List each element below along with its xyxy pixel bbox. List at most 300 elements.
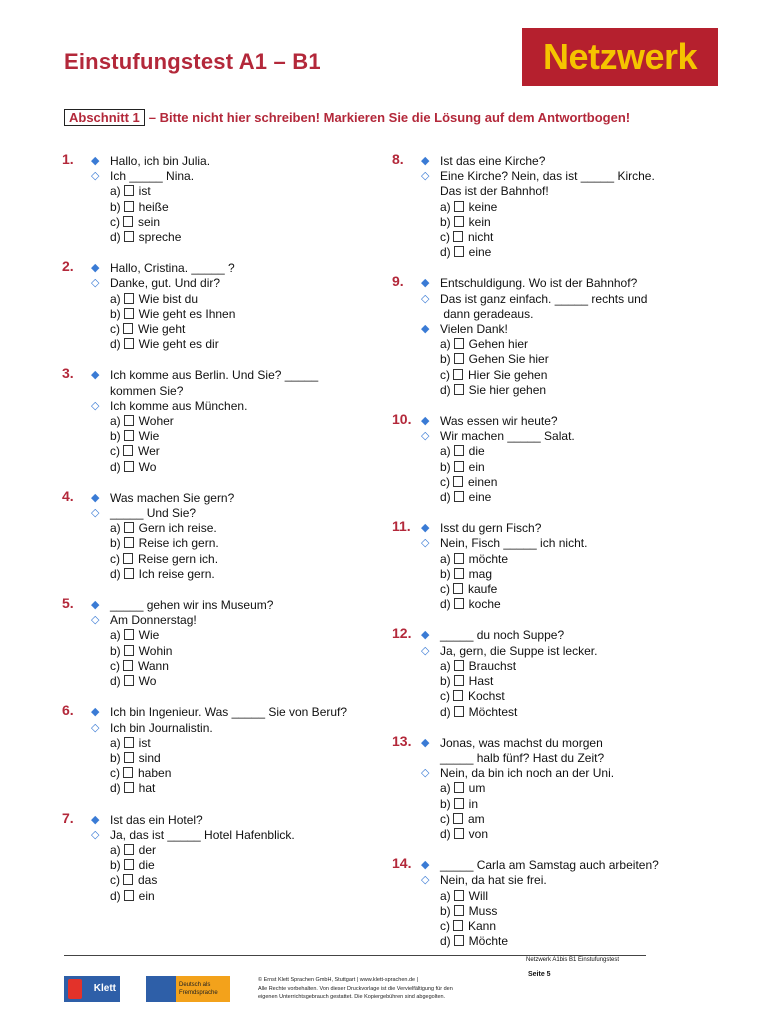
dialogue-text: Was machen Sie gern?: [110, 490, 235, 505]
dialogue-line: [421, 154, 659, 169]
dialogue-line: [421, 873, 659, 888]
question-item: [388, 855, 659, 949]
question-number: 8.: [392, 151, 404, 167]
checkbox-icon: [123, 445, 133, 456]
filled-diamond-icon: ◆: [421, 736, 430, 749]
option-text: Wohin: [138, 643, 173, 658]
option-text: Reise ich gern.: [138, 536, 219, 551]
option-text: sind: [138, 750, 161, 765]
answer-option: [440, 827, 659, 842]
dialogue-text: Ich _____ Nina.: [110, 169, 195, 184]
filled-diamond-icon: ◆: [91, 155, 100, 167]
dialogue-line: [91, 276, 347, 291]
checkbox-icon: [124, 185, 134, 196]
option-text: nicht: [468, 230, 494, 245]
outline-diamond-icon: ◇: [421, 767, 430, 780]
answer-option: [440, 889, 659, 904]
question-item: [58, 595, 347, 689]
answer-option: [440, 797, 659, 812]
option-letter: c): [110, 658, 120, 673]
question-number: 13.: [392, 732, 412, 749]
answer-option: [440, 337, 659, 352]
answer-option: [110, 230, 347, 245]
answer-option: [440, 460, 659, 475]
option-letter: b): [110, 199, 121, 214]
question-item: [388, 411, 659, 505]
checkbox-icon: [123, 767, 133, 778]
filled-diamond-icon: ◆: [91, 491, 100, 504]
question-column-right: [388, 151, 659, 965]
option-letter: b): [440, 796, 451, 811]
dialogue-line: [110, 384, 347, 399]
question-item: [58, 487, 347, 582]
option-text: Wo: [138, 674, 157, 689]
question-number: 7.: [62, 809, 74, 826]
option-text: Wie: [138, 429, 160, 444]
filled-diamond-icon: ◆: [91, 262, 100, 275]
option-text: ist: [138, 184, 151, 199]
checkbox-icon: [124, 859, 134, 870]
dialogue-text: Jonas, was machst du morgen: [440, 735, 603, 750]
checkbox-icon: [454, 461, 464, 472]
checkbox-icon: [123, 660, 133, 671]
answer-option: [440, 919, 659, 934]
answer-option: [110, 307, 347, 322]
answer-option: [440, 812, 659, 827]
option-text: Ich reise gern.: [138, 566, 215, 581]
answer-option: [110, 184, 347, 199]
outline-diamond-icon: ◇: [91, 399, 100, 412]
dialogue-line: [421, 766, 659, 781]
answer-option: [440, 444, 659, 459]
question-number: 1.: [62, 151, 74, 167]
answer-option: [110, 536, 347, 551]
klett-mark-icon: [68, 979, 82, 999]
answer-option: [440, 230, 659, 245]
option-text: kaufe: [468, 582, 498, 597]
dialogue-text: Nein, Fisch _____ ich nicht.: [440, 536, 588, 551]
option-text: von: [468, 826, 489, 841]
option-text: Will: [468, 888, 488, 903]
filled-diamond-icon: ◆: [421, 155, 430, 167]
checkbox-icon: [124, 430, 134, 441]
netzwerk-logo: Netzwerk: [522, 28, 718, 86]
outline-diamond-icon: ◇: [91, 828, 100, 841]
answer-option: [110, 873, 347, 888]
option-text: Brauchst: [468, 658, 517, 673]
dialogue-line: [91, 720, 347, 736]
option-letter: b): [110, 858, 121, 873]
option-letter: a): [440, 888, 451, 903]
dialogue-text: Ist das ein Hotel?: [110, 812, 203, 827]
dialogue-text: Ich bin Journalistin.: [110, 720, 213, 735]
option-letter: c): [110, 551, 120, 566]
option-letter: b): [440, 214, 451, 229]
dialogue-text: Was essen wir heute?: [440, 414, 558, 429]
outline-diamond-icon: ◇: [421, 644, 430, 657]
dialogue-line: [91, 598, 347, 613]
question-number: 4.: [62, 487, 74, 504]
question-number: 3.: [62, 365, 74, 382]
dialogue-text: _____ halb fünf? Hast du Zeit?: [440, 750, 605, 765]
checkbox-icon: [124, 568, 134, 579]
option-text: einen: [468, 474, 498, 489]
dialogue-line: [91, 506, 347, 521]
page-title: Einstufungstest A1 – B1: [64, 49, 321, 74]
answer-option: [110, 644, 347, 659]
answer-option: [110, 889, 347, 904]
option-text: ist: [138, 735, 151, 750]
option-letter: b): [110, 429, 121, 444]
outline-diamond-icon: ◇: [421, 874, 430, 887]
filled-diamond-icon: ◆: [421, 522, 430, 535]
option-text: Möchte: [468, 934, 509, 949]
dialogue-line: [421, 521, 659, 536]
option-text: die: [468, 444, 485, 459]
checkbox-icon: [454, 890, 464, 901]
checkbox-icon: [453, 690, 463, 701]
answer-option: [110, 414, 347, 429]
answer-option: [110, 200, 347, 215]
dialogue-text: Vielen Dank!: [440, 322, 508, 337]
copyright-notice: [258, 976, 538, 1002]
dialogue-text: Am Donnerstag!: [110, 613, 197, 628]
option-letter: a): [110, 184, 121, 199]
dialogue-text: Entschuldigung. Wo ist der Bahnhof?: [440, 276, 638, 291]
answer-option: [110, 567, 347, 582]
answer-option: [440, 490, 659, 505]
dialogue-text: Hallo, Cristina. _____ ?: [110, 261, 235, 276]
option-letter: c): [440, 689, 450, 704]
checkbox-icon: [124, 338, 134, 349]
answer-option: [440, 352, 659, 367]
outline-diamond-icon: ◇: [91, 614, 100, 627]
option-text: hat: [138, 781, 156, 796]
answer-option: [440, 582, 659, 597]
checkbox-icon: [124, 231, 134, 242]
option-text: Kochst: [468, 689, 505, 704]
option-letter: d): [110, 566, 121, 581]
footer-series: Netzwerk A1bis B1 Einstufungstest: [526, 957, 620, 963]
dialogue-line: [440, 307, 659, 322]
dialogue-line: [91, 613, 347, 628]
answer-option: [110, 858, 347, 873]
filled-diamond-icon: ◆: [91, 813, 100, 826]
outline-diamond-icon: ◇: [91, 507, 100, 520]
answer-option: [440, 200, 659, 215]
dialogue-line: [421, 643, 659, 659]
option-text: Wie geht es dir: [138, 337, 219, 352]
checkbox-icon: [454, 568, 464, 579]
checkbox-icon: [124, 293, 134, 304]
option-letter: b): [440, 352, 451, 367]
dialogue-line: [421, 858, 659, 873]
dialogue-text: Das ist ganz einfach. _____ rechts und: [440, 291, 648, 306]
checkbox-icon: [454, 338, 464, 349]
answer-option: [110, 736, 347, 751]
question-number: 12.: [392, 625, 412, 642]
option-text: kein: [468, 214, 491, 229]
checkbox-icon: [454, 798, 464, 809]
checkbox-icon: [454, 216, 464, 227]
option-text: keine: [468, 199, 498, 214]
option-letter: d): [440, 826, 451, 841]
option-text: Gehen Sie hier: [468, 352, 549, 367]
checkbox-icon: [123, 553, 133, 564]
checkbox-icon: [453, 231, 463, 242]
checkbox-icon: [124, 844, 134, 855]
answer-option: [110, 628, 347, 643]
section-text: – Bitte nicht hier schreiben! Markieren Sie die Lösung auf dem Antwortbogen!: [148, 110, 631, 125]
checkbox-icon: [124, 537, 134, 548]
dialogue-line: [91, 705, 348, 720]
answer-option: [440, 674, 659, 689]
dialogue-text: Nein, da bin ich noch an der Uni.: [440, 766, 615, 781]
checkbox-icon: [124, 737, 134, 748]
option-letter: b): [440, 459, 451, 474]
dialogue-text: Danke, gut. Und dir?: [110, 276, 221, 291]
answer-option: [110, 674, 347, 689]
question-number: 6.: [62, 702, 74, 719]
outline-diamond-icon: ◇: [421, 537, 430, 550]
option-text: Wie bist du: [138, 291, 199, 306]
option-letter: c): [110, 214, 120, 229]
dialogue-line: [421, 414, 659, 429]
option-letter: d): [110, 888, 121, 903]
question-number: 10.: [392, 411, 412, 428]
footer-divider: [64, 955, 646, 956]
answer-option: [110, 292, 347, 307]
checkbox-icon: [124, 629, 134, 640]
answer-option: [440, 597, 659, 612]
option-text: spreche: [138, 230, 182, 245]
checkbox-icon: [124, 675, 134, 686]
checkbox-icon: [123, 874, 133, 885]
option-text: möchte: [468, 551, 509, 566]
option-text: Muss: [468, 903, 498, 918]
dialogue-text: Ich komme aus Berlin. Und Sie? _____: [110, 368, 319, 383]
dialogue-line: [421, 536, 659, 551]
checkbox-icon: [124, 522, 134, 533]
outline-diamond-icon: ◇: [91, 721, 100, 734]
dialogue-text: Wir machen _____ Salat.: [440, 429, 575, 444]
checkbox-icon: [124, 201, 134, 212]
option-text: Sie hier gehen: [468, 382, 547, 397]
answer-option: [110, 843, 347, 858]
option-text: Gern ich reise.: [138, 521, 217, 536]
page-number: Seite 5: [528, 971, 551, 978]
option-text: der: [138, 842, 157, 857]
dialogue-line: [421, 628, 659, 643]
dialogue-text: Ja, das ist _____ Hotel Hafenblick.: [110, 827, 295, 842]
option-text: Wann: [138, 658, 169, 673]
option-letter: c): [440, 918, 450, 933]
option-letter: a): [110, 291, 121, 306]
option-text: Reise gern ich.: [138, 551, 219, 566]
option-text: eine: [468, 490, 492, 505]
checkbox-icon: [454, 706, 464, 717]
question-item: [388, 273, 659, 398]
dialogue-text: Das ist der Bahnhof!: [440, 184, 549, 199]
option-letter: d): [440, 597, 451, 612]
option-text: die: [138, 858, 155, 873]
answer-option: [110, 215, 347, 230]
answer-option: [440, 383, 659, 398]
option-letter: b): [110, 750, 121, 765]
question-item: [388, 518, 659, 612]
dialogue-line: [421, 735, 659, 751]
option-letter: d): [110, 230, 121, 245]
option-text: ein: [468, 459, 485, 474]
answer-option: [440, 934, 659, 949]
option-text: Wie: [138, 628, 160, 643]
filled-diamond-icon: ◆: [421, 859, 430, 872]
option-letter: d): [440, 490, 451, 505]
dialogue-line: [421, 169, 659, 184]
dialogue-text: Ja, gern, die Suppe ist lecker.: [440, 643, 598, 658]
answer-option: [110, 659, 347, 674]
checkbox-icon: [453, 920, 463, 931]
checkbox-icon: [124, 890, 134, 901]
checkbox-icon: [454, 660, 464, 671]
filled-diamond-icon: ◆: [91, 706, 100, 719]
dialogue-text: Nein, da hat sie frei.: [440, 873, 547, 888]
checkbox-icon: [454, 905, 464, 916]
question-number: 5.: [62, 595, 74, 612]
checkbox-icon: [123, 323, 133, 334]
daf-logo: [146, 976, 230, 1002]
klett-logo: [64, 976, 120, 1002]
option-letter: a): [110, 628, 121, 643]
option-letter: d): [440, 382, 451, 397]
question-number: 9.: [392, 273, 404, 290]
answer-option: [440, 552, 659, 567]
option-letter: a): [440, 199, 451, 214]
question-item: [58, 365, 347, 474]
answer-option: [110, 521, 347, 536]
dialogue-text: _____ Und Sie?: [110, 506, 197, 521]
question-item: [58, 151, 347, 245]
daf-label: Deutsch als Fremdsprache: [176, 976, 230, 1002]
answer-option: [110, 322, 347, 337]
option-letter: a): [110, 842, 121, 857]
answer-option: [110, 460, 347, 475]
dialogue-line: [91, 261, 347, 276]
dialogue-text: Ich komme aus München.: [110, 398, 248, 413]
answer-option: [110, 781, 347, 796]
dialogue-line: [421, 291, 659, 307]
answer-option: [110, 751, 347, 766]
answer-option: [110, 444, 347, 459]
dialogue-line: [421, 429, 659, 444]
dialogue-line: [91, 154, 347, 169]
filled-diamond-icon: ◆: [421, 415, 430, 428]
checkbox-icon: [453, 813, 463, 824]
checkbox-icon: [454, 201, 464, 212]
option-letter: d): [440, 934, 451, 949]
answer-option: [440, 705, 659, 720]
option-letter: a): [110, 521, 121, 536]
option-letter: c): [110, 766, 120, 781]
option-letter: a): [440, 337, 451, 352]
question-number: 2.: [62, 258, 74, 275]
option-letter: c): [440, 230, 450, 245]
option-text: Hier Sie gehen: [468, 367, 548, 382]
outline-diamond-icon: ◇: [421, 292, 430, 305]
option-letter: c): [440, 474, 450, 489]
option-text: Wie geht es Ihnen: [138, 306, 236, 321]
option-text: Wo: [138, 459, 157, 474]
dialogue-text: _____ du noch Suppe?: [440, 628, 565, 643]
checkbox-icon: [454, 598, 464, 609]
answer-option: [440, 689, 659, 704]
answer-option: [440, 475, 659, 490]
option-text: sein: [138, 214, 161, 229]
checkbox-icon: [124, 752, 134, 763]
copyright-line: Alle Rechte vorbehalten. Von dieser Druckvorlage ist die Vervielfältigung für den: [258, 985, 453, 992]
dialogue-text: _____ Carla am Samstag auch arbeiten?: [440, 858, 659, 873]
checkbox-icon: [453, 369, 463, 380]
checkbox-icon: [454, 553, 464, 564]
option-letter: d): [110, 674, 121, 689]
checkbox-icon: [454, 828, 464, 839]
answer-option: [440, 904, 659, 919]
dialogue-text: Ich bin Ingenieur. Was _____ Sie von Beruf?: [110, 705, 348, 720]
option-text: eine: [468, 245, 492, 260]
option-letter: b): [110, 536, 121, 551]
answer-option: [440, 215, 659, 230]
outline-diamond-icon: ◇: [91, 277, 100, 290]
option-letter: a): [440, 444, 451, 459]
dialogue-line: [421, 322, 659, 337]
dialogue-line: [91, 368, 347, 383]
option-letter: c): [110, 873, 120, 888]
dialogue-line: [440, 184, 659, 199]
answer-option: [110, 766, 347, 781]
copyright-line: © Ernst Klett Sprachen GmbH, Stuttgart | www.klett-sprachen.de |: [258, 977, 419, 983]
checkbox-icon: [124, 645, 134, 656]
dialogue-text: Eine Kirche? Nein, das ist _____ Kirche.: [440, 169, 655, 184]
option-text: Wie geht: [138, 322, 186, 337]
checkbox-icon: [123, 216, 133, 227]
option-text: ein: [138, 888, 155, 903]
option-letter: c): [440, 367, 450, 382]
checkbox-icon: [454, 246, 464, 257]
option-text: Woher: [138, 414, 174, 429]
option-letter: a): [440, 551, 451, 566]
dialogue-text: Ist das eine Kirche?: [440, 154, 546, 168]
filled-diamond-icon: ◆: [91, 369, 100, 382]
question-item: [58, 258, 347, 352]
checkbox-icon: [454, 384, 464, 395]
answer-option: [440, 567, 659, 582]
checkbox-icon: [454, 353, 464, 364]
question-item: [388, 151, 659, 260]
dialogue-line: [91, 812, 347, 828]
option-text: mag: [468, 566, 493, 581]
question-number: 14.: [392, 855, 412, 872]
question-item: [58, 809, 347, 904]
question-column-left: [58, 151, 348, 920]
dialogue-line: [440, 751, 659, 766]
dialogue-text: dann geradeaus.: [440, 306, 534, 321]
section-instruction: [64, 110, 630, 125]
option-letter: c): [440, 582, 450, 597]
option-letter: a): [110, 414, 121, 429]
checkbox-icon: [454, 445, 464, 456]
answer-option: [110, 429, 347, 444]
checkbox-icon: [454, 782, 464, 793]
